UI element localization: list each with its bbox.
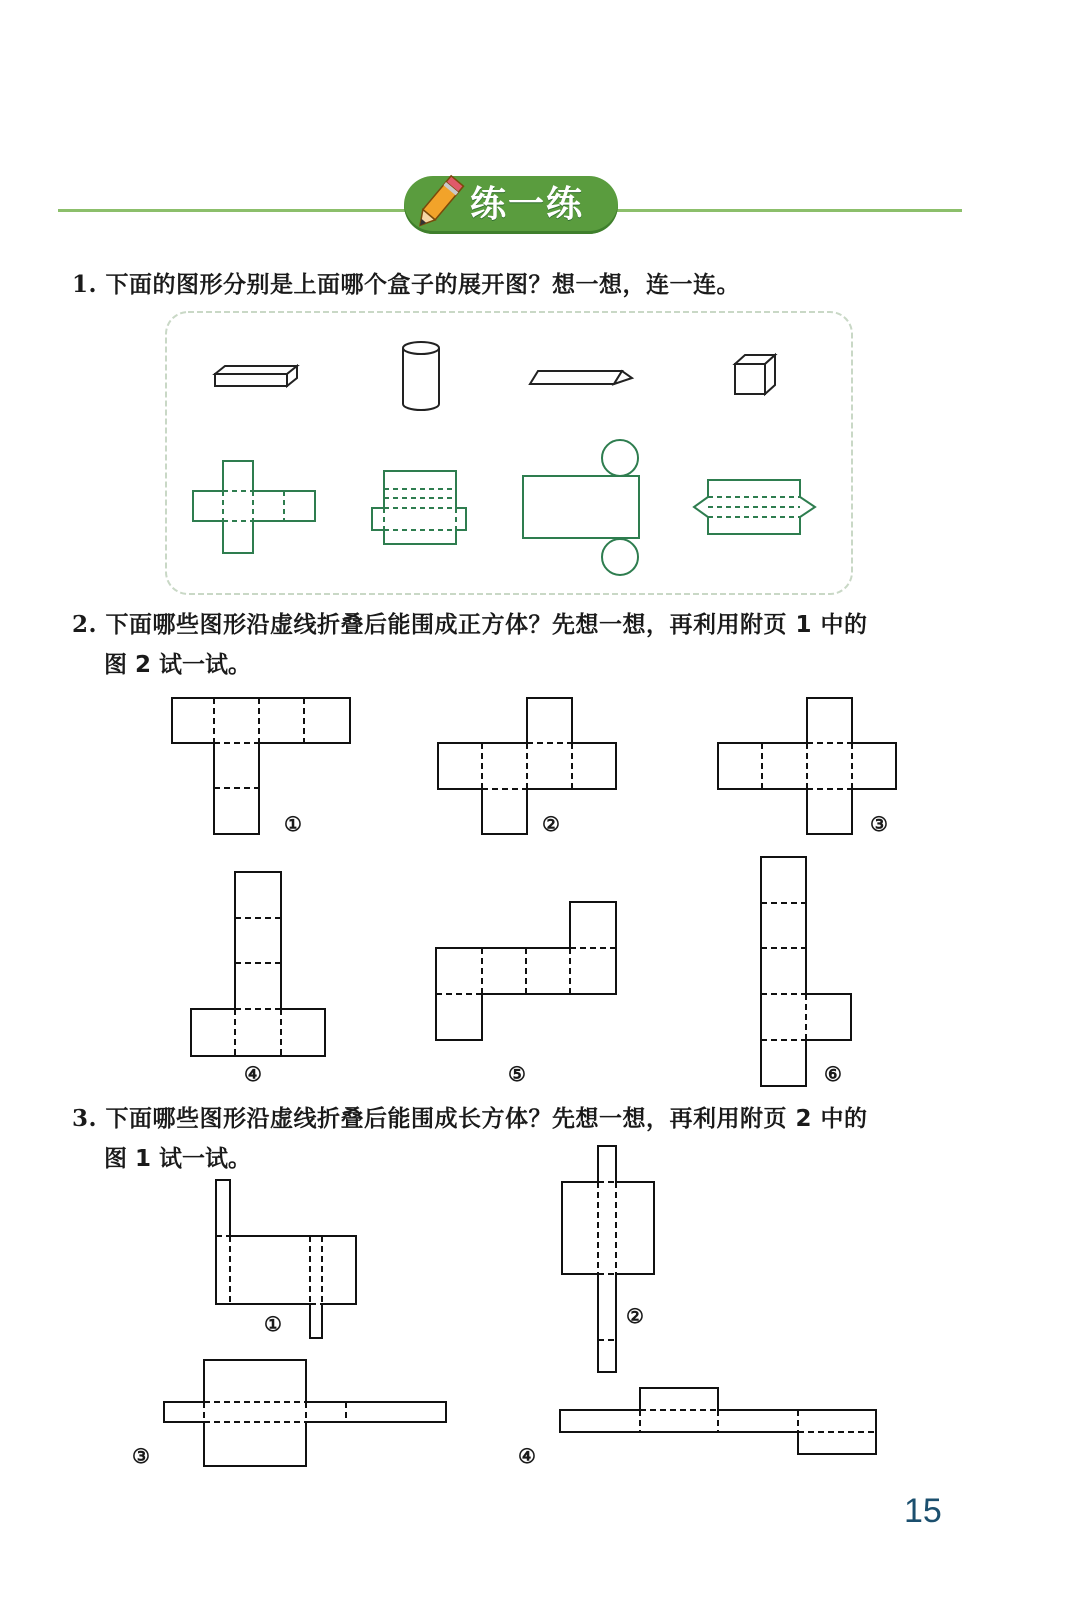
cylinder-icon bbox=[400, 338, 442, 414]
q2-net-2 bbox=[436, 696, 618, 838]
q1-net-flatbox bbox=[368, 468, 470, 548]
q2-net-5 bbox=[434, 900, 618, 1044]
q1-net-prism bbox=[690, 476, 820, 538]
q3-net-2 bbox=[560, 1144, 658, 1378]
q2-label-3: ③ bbox=[870, 812, 888, 836]
q2-text-line1: 下面哪些图形沿虚线折叠后能围成正方体？先想一想，再利用附页 1 中的 bbox=[105, 612, 868, 638]
q2-net-6 bbox=[758, 854, 854, 1090]
q1-net-cylinder bbox=[518, 436, 646, 582]
q3-text-line2: 图 1 试一试。 bbox=[104, 1146, 252, 1172]
cube-icon bbox=[732, 352, 778, 398]
q3-net-1 bbox=[212, 1178, 362, 1342]
q3-label-2: ② bbox=[626, 1304, 644, 1328]
q2-label-6: ⑥ bbox=[824, 1062, 842, 1086]
q3-text-line1: 下面哪些图形沿虚线折叠后能围成长方体？先想一想，再利用附页 2 中的 bbox=[105, 1106, 868, 1132]
q3-label-4: ④ bbox=[518, 1444, 536, 1468]
pencil-icon bbox=[408, 172, 468, 236]
banner-title: 练一练 bbox=[470, 184, 585, 225]
q1-text: 下面的图形分别是上面哪个盒子的展开图？想一想，连一连。 bbox=[105, 272, 741, 298]
page-number: 15 bbox=[904, 1492, 942, 1530]
prism-icon bbox=[528, 366, 636, 390]
q3-net-3 bbox=[162, 1358, 450, 1470]
q3-prompt bbox=[72, 1100, 992, 1133]
flat-box-icon bbox=[212, 362, 302, 392]
q2-label-2: ② bbox=[542, 812, 560, 836]
q3-label-1: ① bbox=[264, 1312, 282, 1336]
q2-number: 2. bbox=[72, 611, 98, 638]
q3-number: 3. bbox=[72, 1105, 98, 1132]
q1-number: 1. bbox=[72, 271, 98, 298]
q2-label-4: ④ bbox=[244, 1062, 262, 1086]
q2-prompt bbox=[72, 606, 992, 639]
q2-net-1 bbox=[170, 696, 352, 838]
q2-net-4 bbox=[188, 870, 328, 1060]
q1-prompt bbox=[72, 266, 972, 299]
q2-label-5: ⑤ bbox=[508, 1062, 526, 1086]
q3-label-3: ③ bbox=[132, 1444, 150, 1468]
q3-net-4 bbox=[558, 1386, 882, 1460]
q2-text-line2: 图 2 试一试。 bbox=[104, 652, 252, 678]
q2-label-1: ① bbox=[284, 812, 302, 836]
q1-net-cross bbox=[190, 458, 320, 556]
